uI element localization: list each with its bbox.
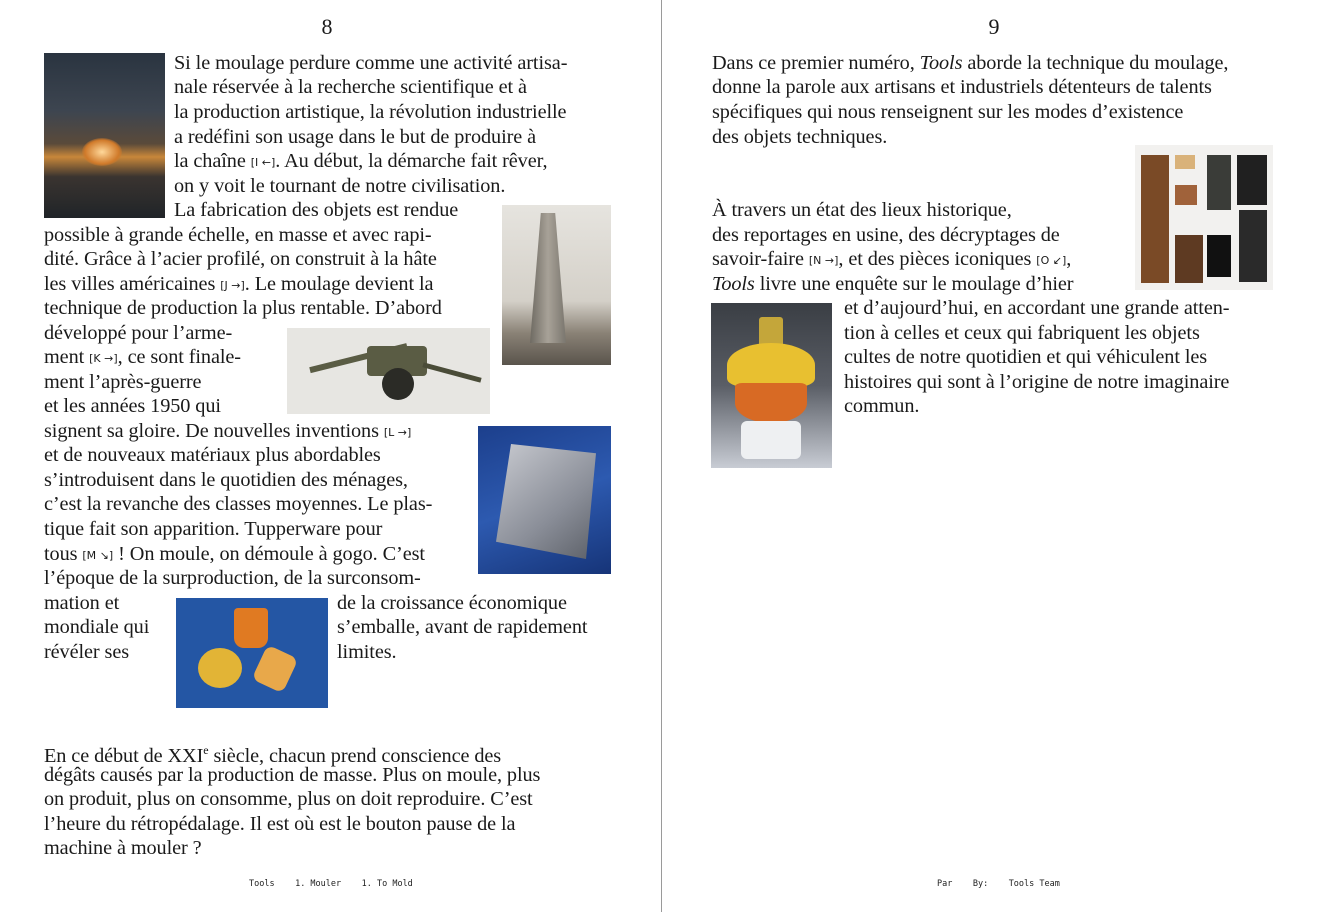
text-line [174, 125, 536, 149]
text-line [174, 149, 547, 175]
text-line [712, 198, 1012, 222]
cannon-image [287, 328, 490, 414]
text-segment: de la croissance économique [337, 592, 567, 614]
footer-author: Tools Team [1008, 879, 1060, 889]
text-line [44, 394, 221, 418]
text-line [174, 100, 566, 124]
text-segment: c’est la revanche des classes moyennes. Le plas- [44, 493, 433, 515]
page-divider [661, 0, 662, 912]
text-segment: l’heure du rétropédalage. Il est où est le bouton pause de la [44, 813, 516, 835]
text-segment: s’introduisent dans le quotidien des ménages, [44, 469, 408, 491]
footer-magazine: Tools [249, 879, 275, 889]
page-number-right: 9 [988, 14, 1000, 39]
text-line [44, 272, 433, 298]
text-line [712, 125, 887, 149]
text-segment: et de nouveaux matériaux plus abordables [44, 444, 381, 466]
magazine-title-italic: Tools [712, 273, 755, 295]
text-segment: limites. [337, 641, 397, 663]
text-line [44, 615, 149, 639]
text-segment: et d’aujourd’hui, en accordant une grande atten- [844, 297, 1230, 319]
text-segment: technique de production la plus rentable. D’abord [44, 297, 442, 319]
text-line [44, 763, 540, 787]
magazine-title-italic: Tools [919, 52, 963, 74]
page-number-left: 8 [321, 14, 333, 39]
text-segment: mation et [44, 592, 120, 614]
flatiron-building-image [502, 205, 611, 365]
text-segment: développé pour l’arme- [44, 322, 233, 344]
text-line [337, 615, 587, 639]
text-line [44, 640, 129, 664]
text-line [844, 296, 1229, 320]
footer-by: By: [972, 879, 989, 889]
text-segment: . Au début, la démarche fait rêver, [275, 150, 548, 172]
text-line [174, 174, 505, 198]
text-segment: les villes américaines [44, 273, 221, 295]
yellow-container-image [711, 303, 832, 468]
text-line [712, 51, 1228, 75]
text-segment: machine à mouler ? [44, 837, 202, 859]
text-segment: nale réservée à la recherche scientifique et à [174, 76, 527, 98]
text-line [844, 394, 919, 418]
text-line [174, 51, 567, 75]
text-segment: siècle, chacun prend conscience des [208, 745, 502, 767]
text-line [44, 836, 202, 860]
text-line [712, 75, 1212, 99]
text-line [337, 640, 396, 664]
foundry-image [44, 53, 165, 218]
text-line [44, 223, 432, 247]
text-segment: la production artistique, la révolution industrielle [174, 101, 567, 123]
text-line [712, 247, 1071, 273]
text-segment: À travers un état des lieux historique, [712, 199, 1012, 221]
text-line [174, 75, 527, 99]
text-segment: livre une enquête sur le moulage d’hier [754, 273, 1074, 295]
footer-right [937, 879, 1060, 889]
text-segment: histoires qui sont à l’origine de notre imaginaire [844, 371, 1230, 393]
text-segment: savoir-faire [712, 248, 809, 270]
text-line [712, 223, 1060, 247]
text-segment: La fabrication des objets est rendue [174, 199, 459, 221]
figure-reference-link[interactable]: [O ↙] [1036, 254, 1067, 267]
text-segment: . Le moulage devient la [244, 273, 434, 295]
text-segment: cultes de notre quotidien et qui véhiculent les [844, 346, 1208, 368]
figure-reference-link[interactable]: [K →] [89, 352, 118, 365]
text-line [337, 591, 567, 615]
text-line [44, 591, 119, 615]
text-segment: spécifiques qui nous renseignent sur les modes d’existence [712, 101, 1184, 123]
text-segment: a redéfini son usage dans le but de produire à [174, 126, 537, 148]
text-segment: révéler ses [44, 641, 130, 663]
text-line [712, 272, 1073, 296]
footer-chapter-en: 1. To Mold [361, 879, 413, 889]
text-segment: on produit, plus on consomme, plus on doit reproduire. C’est [44, 788, 533, 810]
text-segment: des reportages en usine, des décryptages de [712, 224, 1060, 246]
figure-reference-link[interactable]: [L →] [383, 426, 412, 439]
molded-parts-image [1135, 145, 1273, 290]
text-segment: , ce sont finale- [117, 346, 241, 368]
text-segment: mondiale qui [44, 616, 150, 638]
text-segment: En ce début de XXI [44, 745, 204, 767]
text-segment: la chaîne [174, 150, 251, 172]
text-line [44, 517, 382, 541]
text-segment: et les années 1950 qui [44, 395, 221, 417]
text-line [44, 443, 381, 467]
text-line [712, 100, 1183, 124]
figure-reference-link[interactable]: [J →] [220, 279, 245, 292]
text-line [44, 542, 425, 568]
text-segment: possible à grande échelle, en masse et avec rapi- [44, 224, 432, 246]
text-segment: Si le moulage perdure comme une activité artisa- [174, 52, 568, 74]
text-line [44, 370, 201, 394]
text-segment: des objets techniques. [712, 126, 888, 148]
footer-chapter-fr: 1. Mouler [295, 879, 342, 889]
text-segment: tique fait son apparition. Tupperware pour [44, 518, 383, 540]
text-line [44, 468, 408, 492]
text-segment: , et des pièces iconiques [838, 248, 1037, 270]
figure-reference-link[interactable]: [I ←] [250, 156, 276, 169]
text-segment: ment [44, 346, 90, 368]
text-line [44, 566, 421, 590]
text-line [844, 370, 1229, 394]
footer-left [249, 879, 413, 889]
text-line [844, 321, 1200, 345]
text-segment: ment l’après-guerre [44, 371, 202, 393]
text-line [44, 321, 232, 345]
text-segment: Dans ce premier numéro, [712, 52, 920, 74]
text-line [44, 787, 533, 811]
text-segment: on y voit le tournant de notre civilisation. [174, 175, 506, 197]
text-line [44, 492, 432, 516]
text-segment: s’emballe, avant de rapidement [337, 616, 588, 638]
text-segment: ! On moule, on démoule à gogo. C’est [113, 543, 425, 565]
text-line [44, 345, 241, 371]
text-segment: signent sa gloire. De nouvelles inventions [44, 420, 384, 442]
text-line [44, 419, 411, 445]
superscript: e [203, 743, 209, 757]
text-segment: donne la parole aux artisans et industriels détenteurs de talents [712, 76, 1212, 98]
text-segment: , [1066, 248, 1072, 270]
text-segment: commun. [844, 395, 920, 417]
text-line [44, 247, 437, 271]
text-segment: aborde la technique du moulage, [962, 52, 1229, 74]
tupperware-image [176, 598, 328, 708]
text-line [44, 296, 442, 320]
text-segment: dité. Grâce à l’acier profilé, on construit à la hâte [44, 248, 437, 270]
figure-reference-link[interactable]: [M ↘] [82, 549, 114, 562]
figure-reference-link[interactable]: [N →] [808, 254, 839, 267]
footer-par: Par [937, 879, 953, 889]
text-segment: dégâts causés par la production de masse. Plus on moule, plus [44, 764, 541, 786]
text-line [174, 198, 458, 222]
text-segment: l’époque de la surproduction, de la surconsom- [44, 567, 421, 589]
text-line [44, 812, 515, 836]
text-segment: tion à celles et ceux qui fabriquent les objets [844, 322, 1200, 344]
text-segment: tous [44, 543, 83, 565]
text-line [844, 345, 1207, 369]
engine-block-image [478, 426, 611, 574]
